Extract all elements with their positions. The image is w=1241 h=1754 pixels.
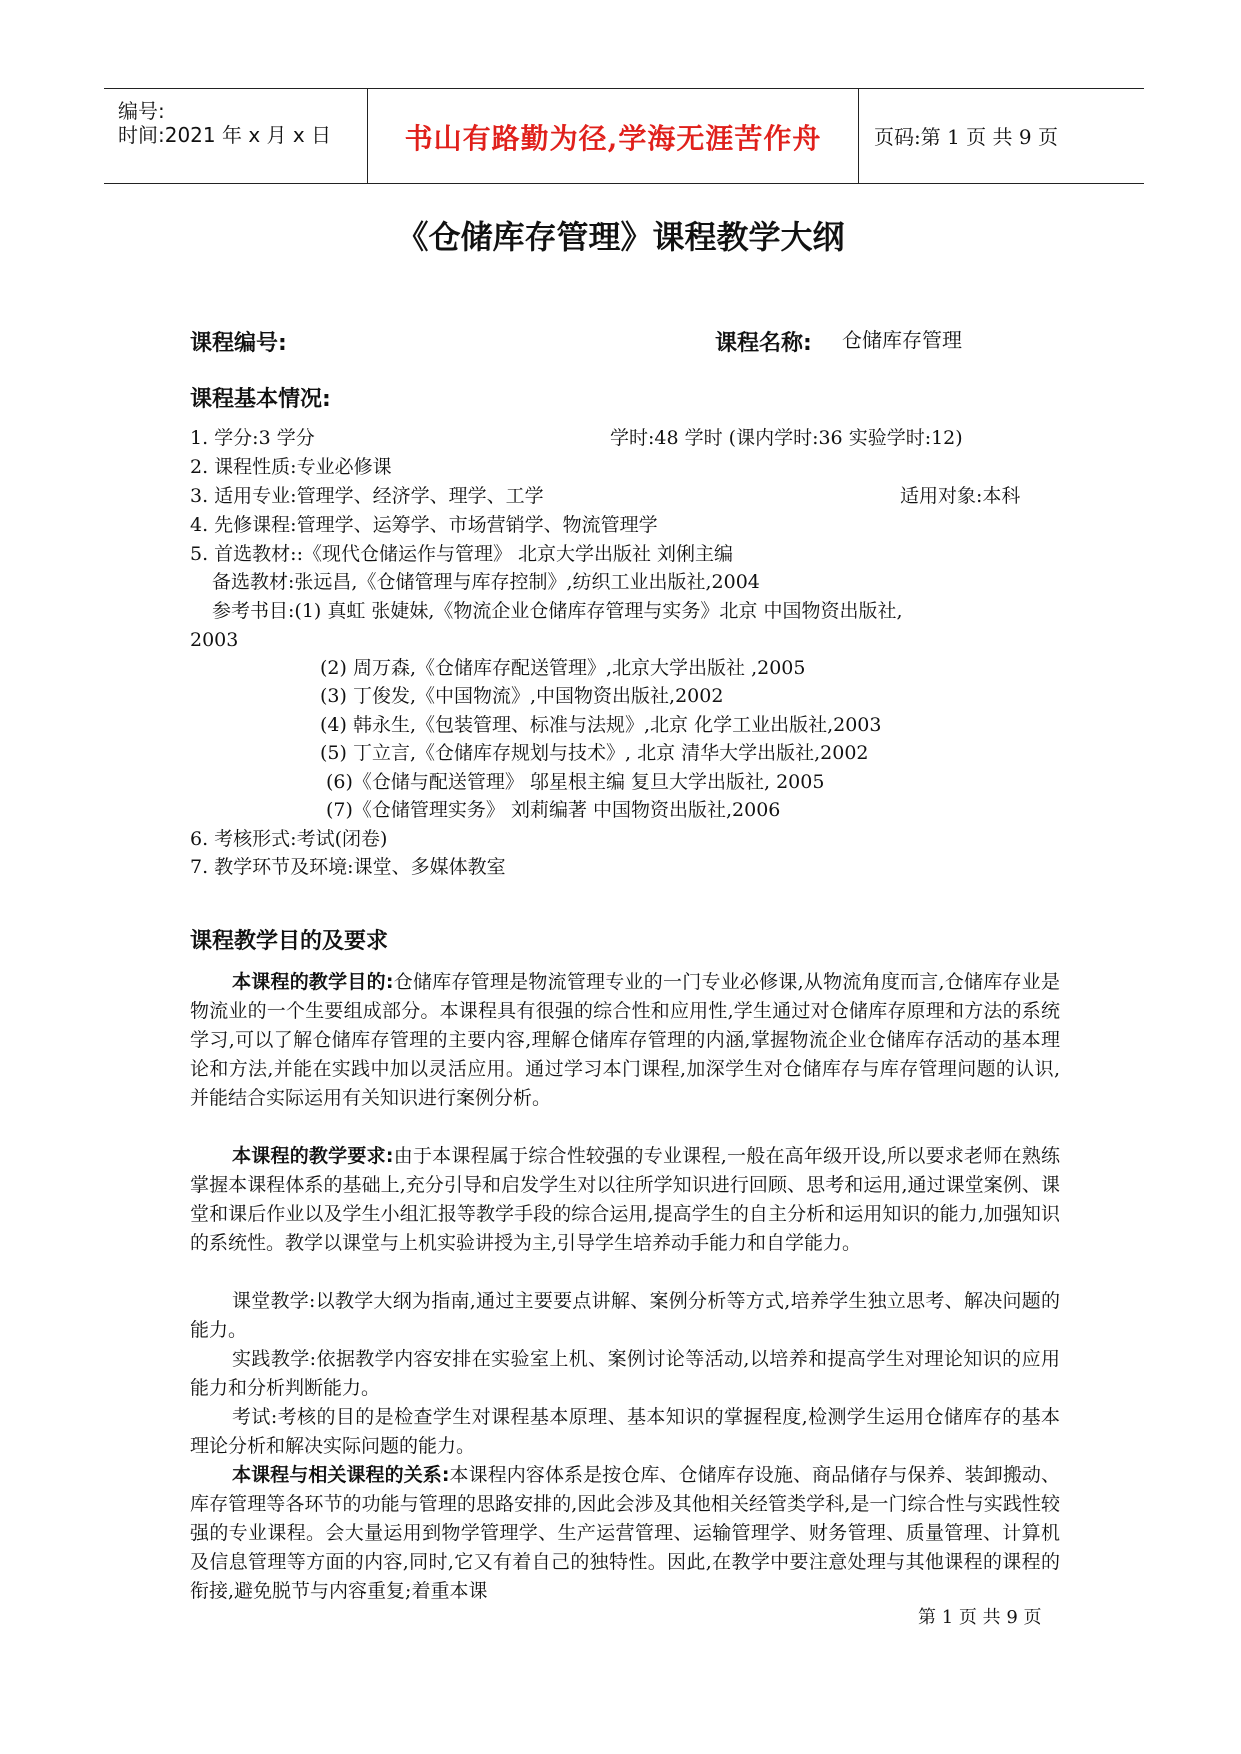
ref-item-7: (7)《仓储管理实务》 刘莉编著 中国物资出版社,2006 [326,799,781,821]
ref-item-5: (5) 丁立言,《仓储库存规划与技术》, 北京 清华大学出版社,2002 [320,742,869,764]
time-label: 时间:2021 年 x 月 x 日 [118,123,332,147]
paragraph-classroom-text: 以教学大纲为指南,通过主要要点讲解、案例分析等方式,培养学生独立思考、解决问题的能力。 [190,1290,1060,1341]
course-name-label: 课程名称: [715,331,812,356]
course-code-label: 课程编号: [190,331,287,356]
paragraph-objective [190,968,1060,1113]
ref-item-4: (4) 韩永生,《包装管理、标准与法规》,北京 化学工业出版社,2003 [320,714,882,736]
info-prereq: 4. 先修课程:管理学、运筹学、市场营销学、物流管理学 [190,514,658,536]
header-page-cell [860,89,1144,183]
header-info-cell [104,89,368,183]
paragraph-classroom [190,1287,1060,1345]
info-majors: 3. 适用专业:管理学、经济学、理学、工学 [190,485,544,507]
ref-item-1: 参考书目:(1) 真虹 张婕妹,《物流企业仓储库存管理与实务》北京 中国物资出版社, [212,600,903,622]
info-audience: 适用对象:本科 [900,485,1021,507]
basic-info-heading: 课程基本情况: [190,387,331,412]
course-name-value: 仓储库存管理 [842,328,962,352]
paragraph-classroom-label: 课堂教学: [232,1290,316,1312]
header-table [104,88,1144,184]
paragraph-practice-text: 依据教学内容安排在实验室上机、案例讨论等活动,以培养和提高学生对理论知识的应用能力和分析判断能力。 [190,1348,1061,1399]
paragraph-requirements-text: 由于本课程属于综合性较强的专业课程,一般在高年级开设,所以要求老师在熟练掌握本课程体系的基础上,充分引导和启发学生对以往所学知识进行回顾、思考和运用,通过课堂案例、课堂和课后作业以及学生小组汇报等教学手段的综合运用,提高学生的自主分析和运用知识的能力,加强知识的系统性。教学以课堂与上机实验讲授为主,引导学生培养动手能力和自学能力。 [190,1145,1060,1254]
objectives-heading: 课程教学目的及要求 [190,929,389,954]
info-exam: 6. 考核形式:考试(闭卷) [190,828,388,850]
paragraph-related-courses-text: 本课程内容体系是按仓库、仓储库存设施、商品储存与保养、装卸搬动、库存管理等各环节的功能与管理的思路安排的,因此会涉及其他相关经管类学科,是一门综合性与实践性较强的专业课程。会大量运用到物学管理学、生产运营管理、运输管理学、财务管理、质量管理、计算机及信息管理等方面的内容,同时,它又有着自己的独特性。因此,在教学中要注意处理与其他课程的课程的衔接,避免脱节与内容重复;着重本课 [190,1464,1060,1602]
ref-item-1-year: 2003 [190,629,239,651]
number-label: 编号: [118,99,165,123]
paragraph-practice-label: 实践教学: [232,1348,317,1370]
motto: 书山有路勤为径,学海无涯苦作舟 [404,122,822,155]
info-alt-textbook: 备选教材:张远昌,《仓储管理与库存控制》,纺织工业出版社,2004 [212,571,760,593]
info-hours: 学时:48 学时 (课内学时:36 实验学时:12) [610,427,963,449]
info-credits: 1. 学分:3 学分 [190,427,315,449]
paragraph-exam-text: 考核的目的是检查学生对课程基本原理、基本知识的掌握程度,检测学生运用仓储库存的基本理论分析和解决实际问题的能力。 [190,1406,1060,1457]
paragraph-related-courses-label: 本课程与相关课程的关系: [232,1464,450,1486]
paragraph-exam [190,1403,1060,1461]
info-nature: 2. 课程性质:专业必修课 [190,456,392,478]
paragraph-objective-label: 本课程的教学目的: [232,971,394,993]
info-environment: 7. 教学环节及环境:课堂、多媒体教室 [190,856,506,878]
info-textbook: 5. 首选教材::《现代仓储运作与管理》 北京大学出版社 刘俐主编 [190,543,734,565]
paragraph-objective-text: 仓储库存管理是物流管理专业的一门专业必修课,从物流角度而言,仓储库存业是物流业的一个生要组成部分。本课程具有很强的综合性和应用性,学生通过对仓储库存原理和方法的系统学习,可以了解仓储库存管理的主要内容,理解仓储库存管理的内涵,掌握物流企业仓储库存活动的基本理论和方法,并能在实践中加以灵活应用。通过学习本门课程,加深学生对仓储库存与库存管理问题的认识,并能结合实际运用有关知识进行案例分析。 [190,971,1060,1109]
document-title: 《仓储库存管理》课程教学大纲 [396,218,845,256]
ref-item-2: (2) 周万森,《仓储库存配送管理》,北京大学出版社 ,2005 [320,657,806,679]
paragraph-exam-label: 考试: [232,1406,278,1428]
page-footer: 第 1 页 共 9 页 [918,1607,1042,1628]
ref-item-3: (3) 丁俊发,《中国物流》,中国物资出版社,2002 [320,685,724,707]
paragraph-related-courses [190,1461,1060,1606]
paragraph-requirements [190,1142,1060,1258]
ref-item-6: (6)《仓储与配送管理》 邬星根主编 复旦大学出版社, 2005 [326,771,825,793]
page-number-label: 页码:第 1 页 共 9 页 [874,125,1058,149]
paragraph-practice [190,1345,1060,1403]
header-motto-cell [368,89,859,183]
paragraph-requirements-label: 本课程的教学要求: [232,1145,394,1167]
